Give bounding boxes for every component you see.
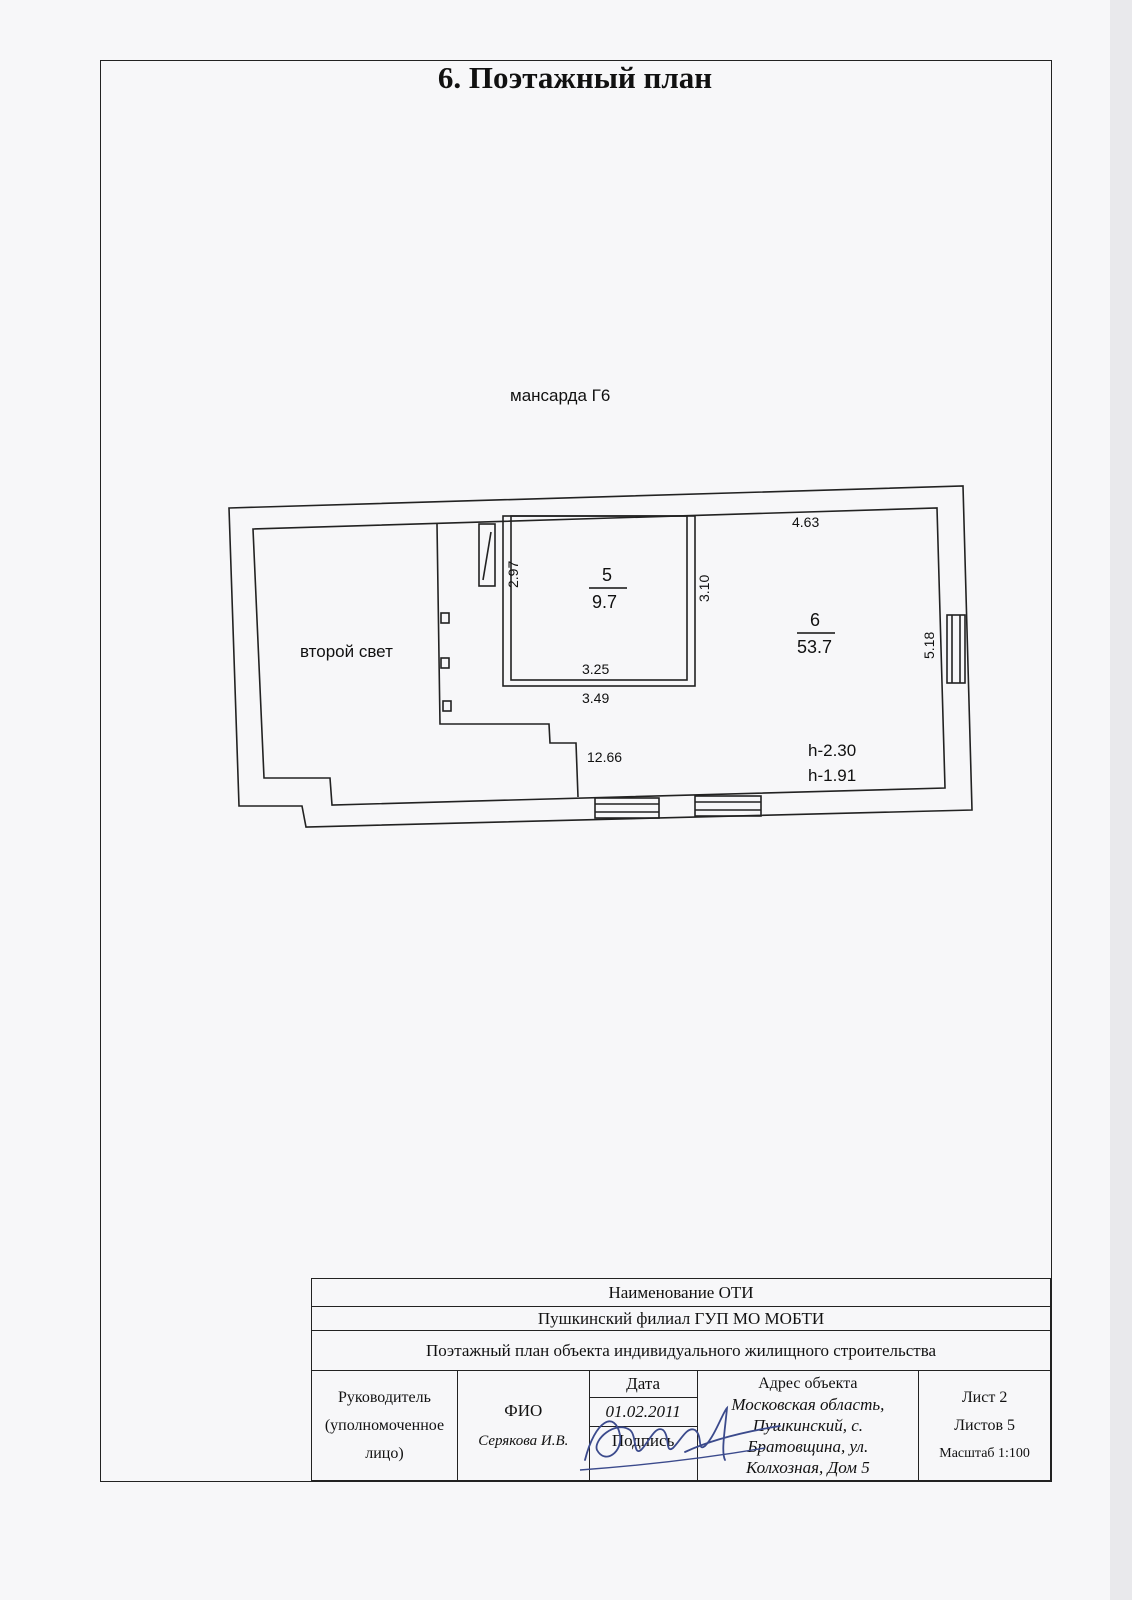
dimension-room5-right: 3.10	[696, 574, 712, 602]
role-line-2: (уполномоченное	[324, 1416, 445, 1434]
floor-label: мансарда Г6	[510, 386, 611, 405]
dimension-room5-bottom-inner: 3.25	[582, 661, 610, 677]
sheet-number: Лист 2	[961, 1388, 1008, 1406]
room5-number: 5	[602, 565, 613, 585]
dimension-top-right: 4.63	[792, 514, 820, 530]
address-line-4: Колхозная, Дом 5	[745, 1458, 870, 1477]
fio-label: ФИО	[504, 1400, 543, 1420]
scale-label: Масштаб 1:100	[939, 1445, 1030, 1461]
dimension-bottom-length: 12.66	[587, 749, 623, 765]
address-line-2: Пушкинский, с.	[752, 1416, 864, 1435]
oti-header: Наименование ОТИ	[312, 1279, 1051, 1307]
niche	[441, 658, 449, 668]
page-title: 6. Поэтажный план	[437, 60, 713, 95]
sheet-count: Листов 5	[954, 1416, 1016, 1434]
room6-area: 53.7	[797, 637, 833, 657]
room5-area: 9.7	[592, 592, 618, 612]
window-bottom-2	[695, 796, 761, 816]
window-bottom-1	[595, 798, 659, 818]
dimension-room5-bottom-outer: 3.49	[582, 690, 610, 706]
signature-scribble	[575, 1390, 785, 1480]
address-line-3: Братовщина, ул.	[747, 1437, 869, 1456]
niche	[441, 613, 449, 623]
date-label: Дата	[626, 1374, 661, 1393]
dimension-right-side: 5.18	[921, 631, 937, 659]
window-right	[947, 615, 965, 683]
niche	[443, 701, 451, 711]
room-label-second-light: второй свет	[300, 642, 393, 661]
fio-cell	[457, 1371, 589, 1481]
document-title: Поэтажный план объекта индивидуального жилищного строительства	[312, 1331, 1051, 1371]
organization-name: Пушкинский филиал ГУП МО МОБТИ	[312, 1307, 1051, 1331]
height-label-2: h-1.91	[808, 766, 857, 785]
height-label-1: h-2.30	[808, 741, 857, 760]
sheet-cell	[919, 1371, 1051, 1481]
role-line-1: Руководитель	[337, 1388, 431, 1406]
role-cell	[312, 1371, 458, 1481]
dimension-room5-left: 2.97	[505, 560, 521, 588]
address-line-1: Московская область,	[731, 1395, 885, 1414]
fio-value: Серякова И.В.	[478, 1432, 569, 1449]
role-line-3: лицо)	[365, 1444, 404, 1462]
signature-label: Подпись	[611, 1431, 675, 1450]
room6-number: 6	[810, 610, 821, 630]
address-label: Адрес объекта	[758, 1375, 858, 1392]
date-value: 01.02.2011	[590, 1397, 697, 1427]
